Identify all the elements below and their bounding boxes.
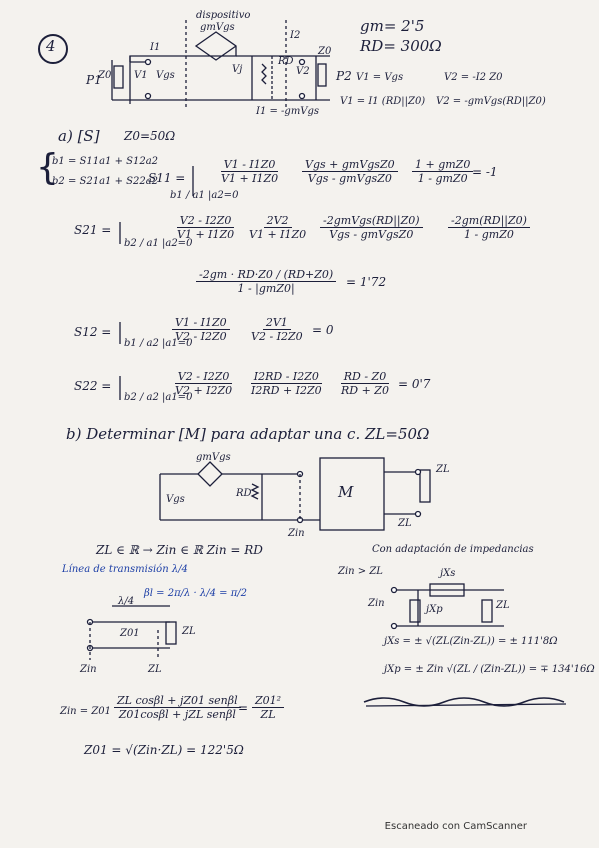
- i2-label: I2: [290, 30, 301, 41]
- s11-fraction-3: 1 + gmZ0 1 - gmZ0: [412, 158, 473, 185]
- s11-fraction-2: Vgs + gmVgsZ0 Vgs - gmVgsZ0: [302, 158, 398, 185]
- s22-condition: b2 / a2 |a1=0: [124, 392, 193, 403]
- i1-label: I1: [150, 42, 161, 53]
- v2-label: V2: [296, 66, 310, 77]
- s21-fraction-3: -2gmVgs(RD||Z0) Vgs - gmVgsZ0: [320, 214, 423, 241]
- zl-line-label: ZL: [182, 626, 196, 637]
- quarter-wave-title: Línea de transmisión λ/4: [62, 564, 188, 575]
- s12-fraction-2: $\frac{2V1}{V2 - I2Z0}$: [251, 316, 303, 343]
- zin-right-label: Zin: [368, 598, 385, 609]
- relation-v1: V1 = Vgs: [356, 72, 404, 83]
- s11-result: = -1: [472, 165, 498, 179]
- vj-label: Vj: [232, 64, 243, 75]
- zin-equation-fraction: ZL cosβl + jZ01 senβl Z01cosβl + jZL senβl: [114, 694, 241, 721]
- real-condition: ZL ∈ ℝ → Zin ∈ ℝ Zin = RD: [96, 543, 263, 557]
- scanner-footer: Escaneado con CamScanner: [384, 821, 527, 832]
- s21-result: = 1'72: [346, 275, 387, 289]
- s12-condition: b1 / a2 |a1=0: [124, 338, 193, 349]
- rd-value: RD= 300Ω: [360, 37, 442, 55]
- relation-i1: I1 = -gmVgs: [256, 106, 320, 117]
- equation-brace: {: [36, 147, 59, 188]
- s22-fraction-3: $\frac{RD - Z0}{RD + Z0}$: [341, 370, 389, 397]
- zl-right-label: ZL: [496, 600, 510, 611]
- s11-condition: b1 / a1 |a2=0: [170, 190, 239, 201]
- s22-fraction-1: $\frac{V2 - I2Z0}{V2 + I2Z0}$: [175, 370, 233, 397]
- port1-label: P1: [86, 73, 102, 87]
- z0-right: Z0: [318, 46, 332, 57]
- source-value: gmVgs: [200, 22, 235, 33]
- s21-condition: b2 / a1 |a2=0: [124, 238, 193, 249]
- xp-equation: jXp = ± Zin √(ZL / (Zin-ZL)) = ∓ 134'16Ω: [384, 664, 595, 675]
- part-b-vgs: Vgs: [166, 494, 185, 505]
- v1-label: V1: [134, 70, 148, 81]
- s11-label: S11 =: [148, 171, 186, 185]
- s21-fraction-1: $\frac{V2 - I2Z0}{V1 + I1Z0}$: [177, 214, 235, 241]
- zin-equation-lhs: Zin = Z01: [60, 706, 111, 717]
- s21-label: S21 =: [74, 223, 112, 237]
- matching-condition: Zin > ZL: [338, 566, 383, 577]
- z01-label: Z01: [120, 628, 140, 639]
- s12-label: S12 =: [74, 325, 112, 339]
- part-b-zl: ZL: [436, 464, 450, 475]
- part-a-z0: Z0=50Ω: [124, 129, 176, 143]
- part-b-rd: RD: [236, 488, 252, 499]
- s12-fraction-1: $\frac{V1 - I1Z0}{V2 - I2Z0}$: [172, 316, 230, 343]
- zin-equation-equals: =: [238, 701, 249, 715]
- s21-fraction-4: -2gm(RD||Z0) 1 - gmZ0: [448, 214, 530, 241]
- matching-title: Con adaptación de impedancias: [372, 544, 534, 555]
- part-b-zin: Zin: [288, 528, 305, 539]
- device-label: dispositivo: [196, 10, 251, 21]
- zl-line-bottom-label: ZL: [148, 664, 162, 675]
- s21-fraction-2: $\frac{2V2}{V1 + I1Z0}$: [249, 214, 307, 241]
- part-b-source: gmVgs: [196, 452, 231, 463]
- zin-line-label: Zin: [80, 664, 97, 675]
- problem-number: 4: [46, 37, 56, 55]
- jxp-label: jXp: [426, 604, 443, 615]
- vgs-label: Vgs: [156, 70, 175, 81]
- lambda-4-label: λ/4: [118, 596, 135, 607]
- xs-equation: jXs = ± √(ZL(Zin-ZL)) = ± 111'8Ω: [384, 636, 558, 647]
- port2-label: P2: [336, 69, 352, 83]
- part-b-header: b) Determinar [M] para adaptar una c. ZL=50Ω: [66, 425, 430, 443]
- b1-equation: b1 = S11a1 + S12a2: [52, 156, 159, 167]
- relation-v2: V2 = -I2 Z0: [444, 72, 503, 83]
- part-a-header: a) [S]: [58, 127, 100, 145]
- relation-v2-rd: V2 = -gmVgs(RD||Z0): [436, 96, 546, 107]
- s22-result: = 0'7: [398, 377, 431, 391]
- relation-v1-rd: V1 = I1 (RD||Z0): [340, 96, 426, 107]
- rd-label: RD: [278, 56, 294, 67]
- s12-result: = 0: [312, 323, 334, 337]
- matching-network-m: M: [338, 483, 354, 501]
- b2-equation: b2 = S21a1 + S22a2: [52, 176, 159, 187]
- s22-fraction-2: $\frac{I2RD - I2Z0}{I2RD + I2Z0}$: [251, 370, 322, 397]
- z0-left: Z0: [98, 70, 112, 81]
- s22-label: S22 =: [74, 379, 112, 393]
- z01-result: Z01 = √(Zin·ZL) = 122'5Ω: [84, 743, 244, 757]
- s21-fraction-line2: -2gm · RD·Z0 / (RD+Z0) 1 - |gmZ0|: [196, 268, 336, 295]
- part-b-zl-bottom: ZL: [398, 518, 412, 529]
- beta-l-equation: βl = 2π/λ · λ/4 = π/2: [144, 588, 248, 599]
- gm-value: gm= 2'5: [360, 17, 425, 35]
- jxs-label: jXs: [440, 568, 456, 579]
- zin-equation-result-fraction: $\frac{\text{Z01²}}{ZL}$: [252, 694, 284, 721]
- s11-fraction-1: $\frac{V1 - I1Z0}{V1 + I1Z0}$: [221, 158, 279, 185]
